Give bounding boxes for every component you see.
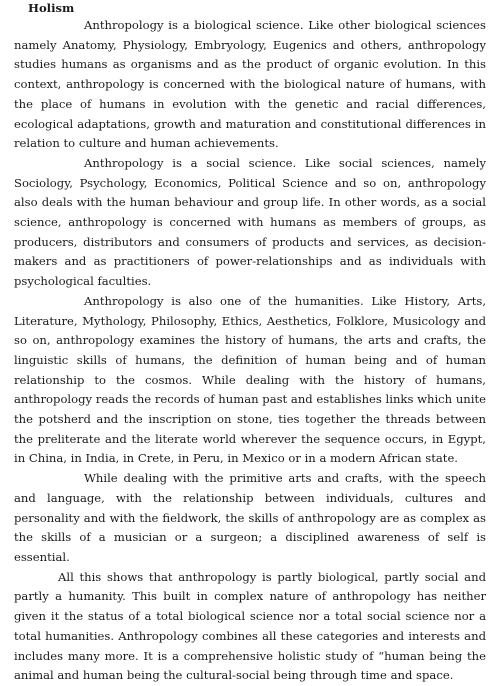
paragraph-biological: Anthropology is a biological science. Like other biological sciences namely Anatomy, Physiology, Embryology, Eugenics and others, anthropology studies humans as organisms and as the product of organic evolution. In this context, anthropology is concerned with the biological nature of humans, with the place of humans in evolution with the genetic and racial differences, ecological adaptations, growth and maturation and constitutional differences in relation to culture and human achievements. <box>14 18 486 151</box>
paragraph-arts-crafts: While dealing with the primitive arts and crafts, with the speech and language, with the relationship between individuals, cultures and personality and with the fieldwork, the skills of anthropology are as complex as the skills of a musician or a surgeon; a disciplined awareness of self is essential. <box>14 471 486 564</box>
paragraph-humanities: Anthropology is also one of the humanities. Like History, Arts, Literature, Mythology, Philosophy, Ethics, Aesthetics, Folklore, Musicology and so on, anthropology examines the history of humans, the arts and crafts, the linguistic skills of humans, the definition of human being and of human relationship to the cosmos. While dealing with the history of humans, anthropology reads the records of human past and establishes links which unite the potsherd and the inscription on stone, ties together the threads between the preliterate and the literate world wherever the sequence occurs, in Egypt, in China, in India, in Crete, in Peru, in Mexico or in a modern African state. <box>14 293 486 466</box>
paragraph-social: Anthropology is a social science. Like social sciences, namely Sociology, Psychology, Economics, Political Science and so on, anthropology also deals with the human behaviour and group life. In other words, as a social science, anthropology is concerned with humans as members of groups, as producers, distributors and consumers of products and services, as decision-makers and as practitioners of power-relationships and as individuals with psychological faculties. <box>14 155 486 289</box>
paragraph-conclusion: All this shows that anthropology is partly biological, partly social and partly a humanity. This built in complex nature of anthropology has neither given it the status of a total biological science nor a total social science nor a total humanities. Anthropology combines all these categories and interests and includes many more. It is a comprehensive holistic study of “human being the animal and human being the cultural-social being through time and space. <box>14 569 486 683</box>
section-heading: Holism <box>28 1 75 15</box>
document-page <box>14 0 486 686</box>
